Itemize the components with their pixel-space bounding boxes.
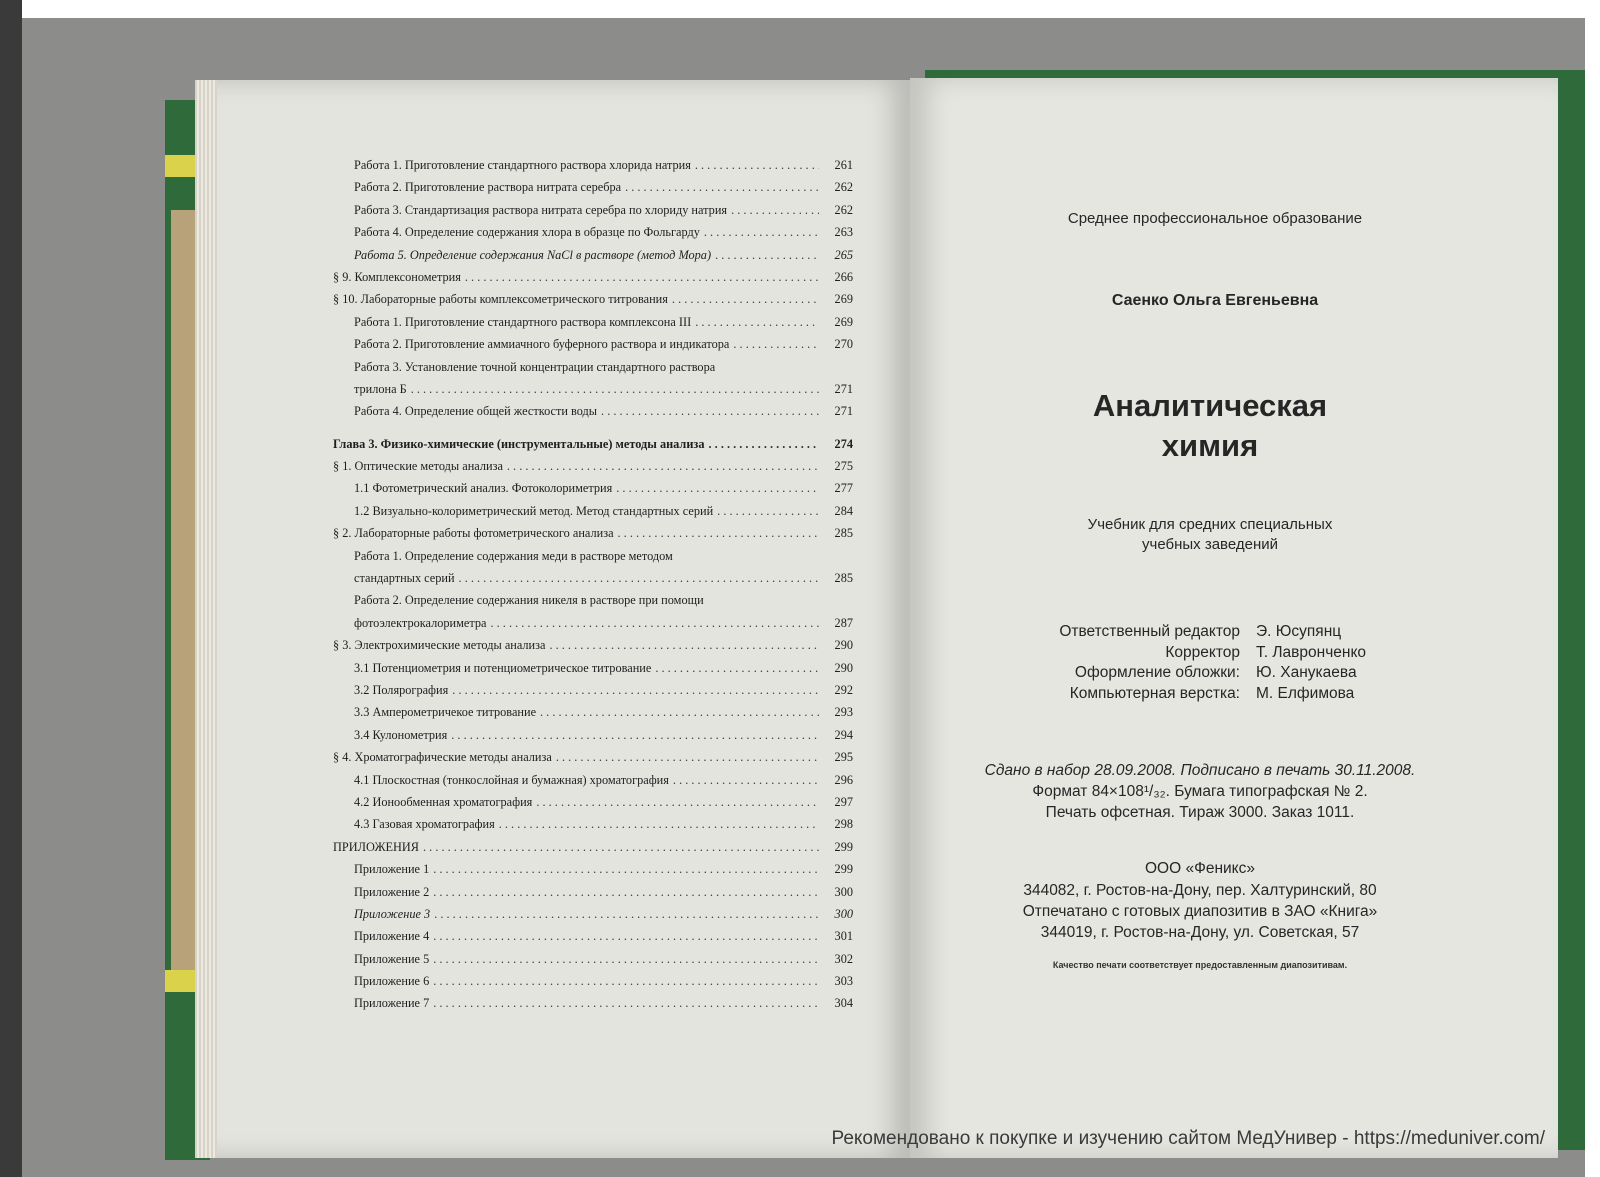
toc-leader-dots: [601, 400, 819, 422]
toc-leader-dots: [556, 746, 819, 768]
toc-entry: [333, 612, 853, 634]
toc-page-number: 275: [834, 459, 853, 474]
toc-leader-dots: [423, 836, 819, 858]
toc-page-number: [825, 589, 853, 611]
toc-leader-dots: [715, 244, 819, 266]
toc-leader-dots: [451, 724, 819, 746]
toc-chapter: [333, 433, 853, 455]
toc-entry: [333, 769, 853, 791]
toc-entry-title: § 2. Лабораторные работы фотометрического анализа: [333, 526, 614, 541]
toc-page-number: 262: [834, 202, 853, 217]
toc-entry: [333, 500, 853, 522]
toc-leader-dots: [491, 612, 820, 634]
table-of-contents: [333, 154, 853, 1015]
toc-page-number: 274: [834, 436, 853, 451]
print-format: Формат 84×108¹/₃₂. Бумага типографская № 2.: [1032, 783, 1368, 800]
toc-leader-dots: [673, 769, 819, 791]
toc-entry: [333, 221, 853, 243]
toc-entry: [333, 545, 853, 567]
toc-entry: [333, 634, 853, 656]
toc-page-number: 270: [834, 337, 853, 352]
toc-entry-title: 3.4 Кулонометрия: [354, 727, 448, 742]
scan-top-margin: [0, 0, 1600, 18]
credit-role: Корректор: [1165, 643, 1240, 661]
toc-entry-title: Глава 3. Физико-химические (инструментальные) методы анализа: [333, 436, 705, 451]
toc-entry-title: § 4. Хроматографические методы анализа: [333, 750, 552, 765]
publisher-address: 344082, г. Ростов-на-Дону, пер. Халтуринский, 80: [1023, 882, 1377, 899]
toc-entry-title: Работа 4. Определение общей жесткости воды: [354, 404, 598, 419]
toc-entry-title: Приложение 2: [354, 884, 430, 899]
toc-entry: [333, 746, 853, 768]
toc-entry-title: Работа 4. Определение содержания хлора в образце по Фольгарду: [354, 225, 700, 240]
toc-leader-dots: [536, 791, 819, 813]
toc-leader-dots: [465, 266, 819, 288]
toc-entry-title: Работа 2. Приготовление раствора нитрата серебра: [354, 180, 622, 195]
toc-leader-dots: [709, 433, 819, 455]
toc-entry-title: § 9. Комплексонометрия: [333, 269, 461, 284]
toc-entry: [333, 724, 853, 746]
toc-entry: [333, 356, 853, 378]
toc-page-number: 290: [834, 638, 853, 653]
toc-page-number: 304: [834, 996, 853, 1011]
toc-entry: [333, 522, 853, 544]
author-name: Саенко Ольга Евгеньевна: [1111, 292, 1319, 309]
scan-right-margin: [1585, 0, 1600, 1177]
toc-entry-title: Приложение 6: [354, 974, 430, 989]
toc-leader-dots: [433, 948, 819, 970]
book-title-line2: химия: [1161, 428, 1259, 463]
toc-entry: [333, 813, 853, 835]
publisher-name: ООО «Феникс»: [1144, 860, 1256, 877]
toc-page-number: 261: [834, 158, 853, 172]
toc-page-number: 301: [834, 929, 853, 944]
toc-entry: [333, 589, 853, 611]
book-title-line1: Аналитическая: [1092, 388, 1328, 423]
credits-list: [1015, 622, 1415, 704]
toc-entry: [333, 836, 853, 858]
toc-page-number: 266: [834, 269, 853, 284]
toc-leader-dots: [433, 925, 819, 947]
toc-leader-dots: [672, 288, 819, 310]
toc-entry: [333, 679, 853, 701]
toc-page-number: 293: [834, 705, 853, 720]
toc-page-number: 284: [834, 503, 853, 518]
credit-role: Компьютерная верстка:: [1069, 684, 1240, 702]
toc-entry: [333, 791, 853, 813]
toc-entry: [333, 455, 853, 477]
credit-name: Э. Юсупянц: [1256, 623, 1342, 640]
toc-entry: [333, 881, 853, 903]
toc-page-number: 285: [834, 571, 853, 586]
quality-note: Качество печати соответствует предоставленным диапозитивам.: [1052, 960, 1348, 970]
toc-leader-dots: [434, 903, 819, 925]
credit-row: [1015, 643, 1415, 664]
toc-leader-dots: [507, 455, 819, 477]
site-watermark: Рекомендовано к покупке и изучению сайтом МедУнивер - https://meduniver.com/: [831, 1128, 1545, 1149]
toc-entry-title: фотоэлектрокалориметра: [354, 615, 487, 630]
toc-entry: [333, 657, 853, 679]
toc-entry-title: Работа 3. Установление точной концентрации стандартного раствора: [354, 359, 716, 374]
toc-page-number: 271: [834, 404, 853, 419]
toc-entry-title: Работа 1. Приготовление стандартного раствора хлорида натрия: [354, 158, 691, 172]
toc-entry-title: 4.1 Плоскостная (тонкослойная и бумажная) хроматография: [354, 772, 669, 787]
toc-leader-dots: [433, 992, 819, 1014]
credit-row: [1015, 684, 1415, 705]
toc-entry-title: Приложение 7: [354, 996, 430, 1011]
printer-address: 344019, г. Ростов-на-Дону, ул. Советская, 57: [1040, 924, 1360, 941]
toc-leader-dots: [655, 657, 819, 679]
toc-entry-title: Работа 1. Определение содержания меди в растворе методом: [354, 548, 673, 563]
credit-role: Ответственный редактор: [1059, 623, 1240, 640]
print-dates: Сдано в набор 28.09.2008. Подписано в печать 30.11.2008.: [984, 762, 1416, 779]
toc-leader-dots: [704, 221, 819, 243]
toc-entry: [333, 378, 853, 400]
toc-entry: [333, 266, 853, 288]
toc-page-number: 300: [834, 906, 853, 921]
toc-page-number: [825, 545, 853, 567]
toc-entry: [333, 311, 853, 333]
toc-page-number: 277: [834, 481, 853, 496]
toc-page-number: 292: [834, 682, 853, 697]
toc-entry: [333, 400, 853, 422]
toc-entry: [333, 567, 853, 589]
toc-page-number: 295: [834, 750, 853, 765]
toc-page-number: 271: [834, 381, 853, 396]
toc-entry: [333, 154, 853, 176]
toc-leader-dots: [459, 567, 819, 589]
toc-leader-dots: [695, 154, 819, 176]
toc-page-number: 269: [834, 314, 853, 329]
credit-name: Т. Лавронченко: [1256, 643, 1367, 661]
toc-page-number: 297: [834, 794, 853, 809]
toc-entry-title: Работа 5. Определение содержания NaCl в растворе (метод Мора): [354, 247, 712, 262]
toc-leader-dots: [616, 477, 819, 499]
toc-entry-title: § 3. Электрохимические методы анализа: [333, 638, 546, 653]
toc-page-number: 298: [834, 817, 853, 832]
toc-leader-dots: [433, 970, 819, 992]
toc-entry-title: Приложение 1: [354, 862, 430, 877]
toc-entry-title: 1.2 Визуально-колориметрический метод. Метод стандартных серий: [354, 503, 714, 518]
toc-entry-title: Приложение 4: [354, 929, 430, 944]
toc-entry: [333, 992, 853, 1014]
toc-entry-title: 3.1 Потенциометрия и потенциометрическое титрование: [354, 660, 652, 675]
toc-leader-dots: [433, 858, 819, 880]
credit-row: [1015, 663, 1415, 684]
toc-entry: [333, 244, 853, 266]
toc-entry-title: § 10. Лабораторные работы комплексометрического титрования: [333, 292, 668, 307]
scan-left-shadow: [0, 0, 22, 1177]
toc-page-number: 262: [834, 180, 853, 195]
toc-leader-dots: [452, 679, 819, 701]
toc-entry-title: Работа 1. Приготовление стандартного раствора комплексона III: [354, 314, 692, 329]
toc-entry-title: 4.2 Ионообменная хроматография: [354, 794, 533, 809]
toc-page-number: 299: [834, 862, 853, 877]
subtitle-line1: Учебник для средних специальных: [1087, 516, 1333, 533]
subtitle-line2: учебных заведений: [1142, 536, 1278, 553]
toc-entry-title: Приложение 5: [354, 951, 430, 966]
toc-entry: [333, 333, 853, 355]
credit-role: Оформление обложки:: [1074, 664, 1240, 681]
toc-entry: [333, 701, 853, 723]
toc-entry: [333, 970, 853, 992]
toc-page-number: 290: [834, 660, 853, 675]
toc-entry: [333, 925, 853, 947]
toc-page-number: 296: [834, 772, 853, 787]
toc-entry: [333, 199, 853, 221]
toc-leader-dots: [499, 813, 819, 835]
toc-entry: [333, 858, 853, 880]
toc-entry-title: 3.3 Амперометричекое титрование: [354, 705, 537, 720]
credit-name: М. Елфимова: [1256, 684, 1355, 702]
toc-entry: [333, 288, 853, 310]
toc-leader-dots: [733, 333, 819, 355]
series-name: Среднее профессиональное образование: [1067, 210, 1363, 227]
print-run: Печать офсетная. Тираж 3000. Заказ 1011.: [1045, 804, 1355, 821]
page-edges: [195, 80, 217, 1158]
toc-page-number: [825, 356, 853, 378]
toc-entry: [333, 477, 853, 499]
toc-entry-title: Работа 3. Стандартизация раствора нитрата серебра по хлориду натрия: [354, 202, 728, 217]
toc-page-number: 265: [834, 247, 853, 262]
toc-leader-dots: [411, 378, 819, 400]
toc-entry-title: трилона Б: [354, 381, 407, 396]
toc-entry-title: Приложение 3: [354, 906, 431, 921]
toc-leader-dots: [618, 522, 819, 544]
toc-leader-dots: [433, 881, 819, 903]
credit-row: [1015, 622, 1415, 643]
toc-entry-title: стандартных серий: [354, 571, 455, 586]
toc-page-number: 287: [834, 615, 853, 630]
toc-page-number: 263: [834, 225, 853, 240]
toc-leader-dots: [717, 500, 819, 522]
toc-page-number: 299: [834, 839, 853, 854]
toc-page-number: 303: [834, 974, 853, 989]
toc-entry-title: 1.1 Фотометрический анализ. Фотоколориметрия: [354, 481, 613, 496]
toc-entry-title: 3.2 Полярография: [354, 682, 449, 697]
toc-entry: [333, 948, 853, 970]
toc-leader-dots: [625, 176, 819, 198]
toc-entry-title: Работа 2. Приготовление аммиачного буферного раствора и индикатора: [354, 337, 730, 352]
toc-page-number: 300: [834, 884, 853, 899]
toc-page-number: 294: [834, 727, 853, 742]
toc-page-number: 269: [834, 292, 853, 307]
toc-entry-title: § 1. Оптические методы анализа: [333, 459, 503, 474]
toc-leader-dots: [540, 701, 819, 723]
toc-leader-dots: [695, 311, 819, 333]
toc-entry-title: 4.3 Газовая хроматография: [354, 817, 495, 832]
toc-entry: [333, 176, 853, 198]
toc-leader-dots: [731, 199, 819, 221]
toc-page-number: 285: [834, 526, 853, 541]
toc-entry: [333, 903, 853, 925]
toc-entry-title: ПРИЛОЖЕНИЯ: [333, 839, 420, 854]
toc-leader-dots: [549, 634, 819, 656]
printer-name: Отпечатано с готовых диапозитив в ЗАО «Книга»: [1022, 903, 1378, 920]
credit-name: Ю. Ханукаева: [1256, 664, 1357, 681]
toc-entry-title: Работа 2. Определение содержания никеля в растворе при помощи: [354, 593, 704, 608]
right-page: [910, 78, 1558, 1158]
toc-page-number: 302: [834, 951, 853, 966]
